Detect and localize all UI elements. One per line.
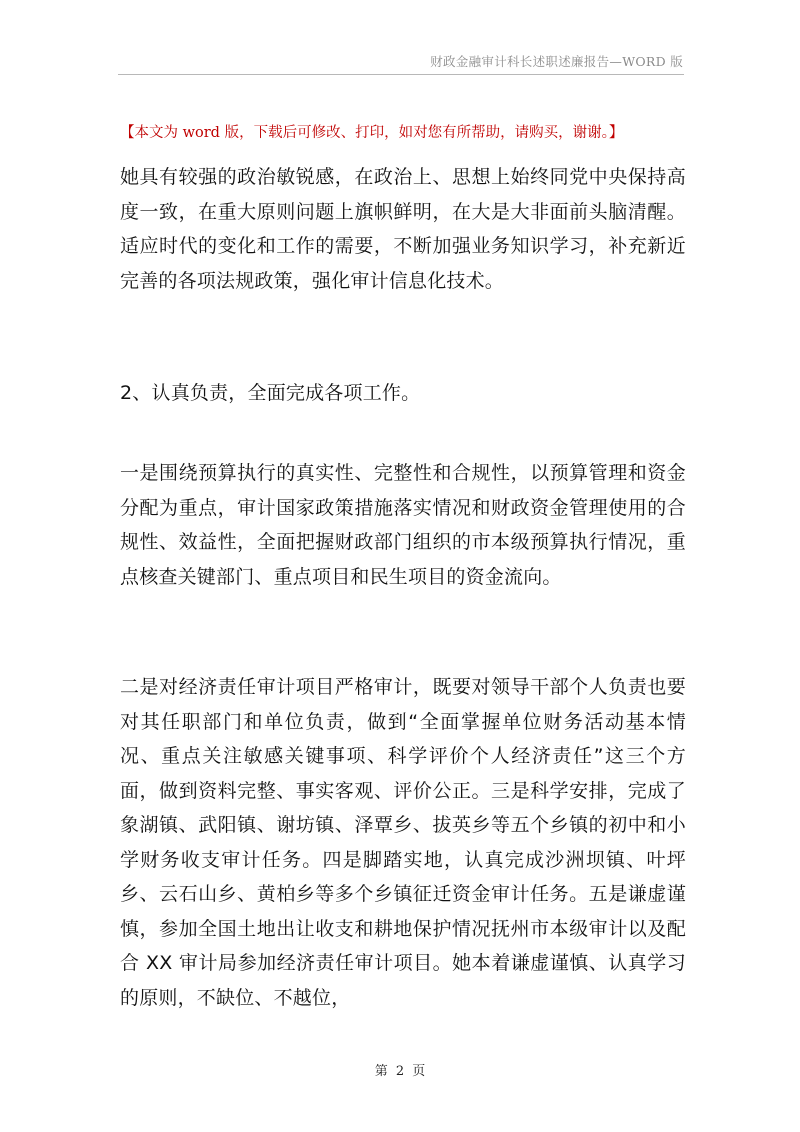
paragraph-economic-responsibility-audit: 二是对经济责任审计项目严格审计，既要对领导干部个人负责也要对其任职部门和单位负责，做到“全面掌握单位财务活动基本情况、重点关注敏感关键事项、科学评价个人经济责任”这三个方面，做到资料完整、事实客观、评价公正。三是科学安排，完成了象湖镇、武阳镇、谢坊镇、泽覃乡、拔英乡等五个乡镇的初中和小学财务收支审计任务。四是脚踏实地，认真完成沙洲坝镇、叶坪乡、云石山乡、黄柏乡等多个乡镇征迁资金审计任务。五是谦虚谨慎，参加全国土地出让收支和耕地保护情况抚州市本级审计以及配合 XX 审计局参加经济责任审计项目。她本着谦虚谨慎、认真学习的原则，不缺位、不越位，: [120, 676, 686, 1009]
paragraph-budget-audit: 一是围绕预算执行的真实性、完整性和合规性，以预算管理和资金分配为重点，审计国家政策措施落实情况和财政资金管理使用的合规性、效益性，全面把握财政部门组织的市本级预算执行情况，重点核查关键部门、重点项目和民生项目的资金流向。: [120, 462, 686, 588]
page-header-title: 财政金融审计科长述职述廉报告—WORD 版: [430, 54, 683, 69]
section-heading-2: 2、认真负责，全面完成各项工作。: [120, 382, 421, 404]
paragraph-political-awareness: 她具有较强的政治敏锐感，在政治上、思想上始终同党中央保持高度一致，在重大原则问题上旗帜鲜明，在大是大非面前头脑清醒。适应时代的变化和工作的需要，不断加强业务知识学习，补充新近完善的各项法规政策，强化审计信息化技术。: [120, 166, 686, 292]
header-rule: [118, 74, 684, 75]
purchase-notice: 【本文为 word 版，下载后可修改、打印，如对您有所帮助，请购买，谢谢。】: [120, 125, 624, 141]
page-number: 第 2 页: [374, 1064, 426, 1079]
